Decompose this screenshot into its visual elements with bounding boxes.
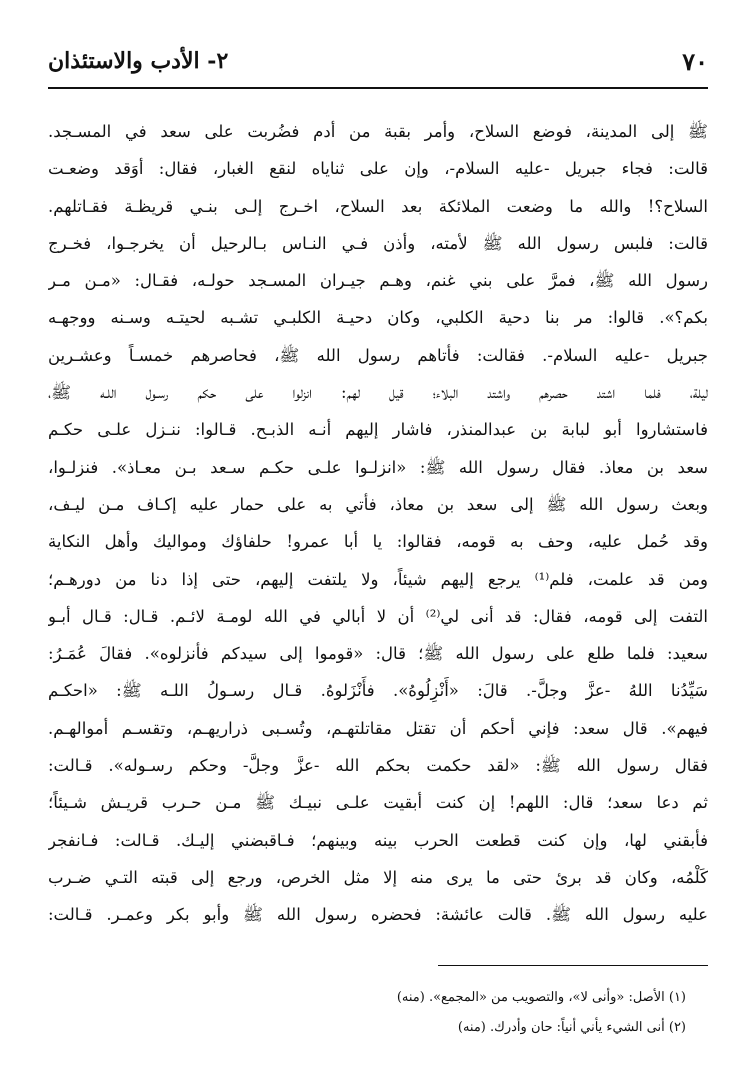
page-number: ٧٠ [682, 46, 708, 76]
text-line: فاستشاروا أبو لبابة بن عبدالمنذر، فاشار إليهم أنـه الذبـح. قـالوا: ننـزل علـى حكـم [48, 420, 708, 440]
text-line: السلاح؟! والله ما وضعت الملائكة بعد السلاح، اخـرج إلـى بنـي قريظـة فقـاتلهم. [48, 196, 708, 216]
body-text [48, 113, 708, 934]
text-line: بكم؟». قالوا: مر بنا دحية الكلبي، وكان دحيـة الكلبـي تشـبه لحيتـه وسـنه ووجهـه [48, 308, 708, 328]
text-line: ومن قد علمت، فلم⁽¹⁾ يرجع إليهم شيئاً، ولا يلتفت إليهم، حتى إذا دنا من دورهـم؛ [48, 569, 708, 589]
text-line: سَيِّدُنا اللهُ -عزَّ وجلَّ-. قالَ: «أَنْزِلُوهُ». فأَنْزَلوهُ. قـال رسـولُ اللـه ﷺ: «احكـم [48, 681, 708, 701]
text-line: فأبقني لها، وإن كنت قطعت الحرب بينه وبينهم؛ فـاقبضني إليـك. قـالت: فـانفجر [48, 830, 708, 850]
text-line: ﷺ إلى المدينة، فوضع السلاح، وأمر بقبة من أدم فضُربت على سعد في المسـجد. [48, 122, 708, 141]
text-line: ثم دعا سعد؛ قال: اللهم! إن كنت أبقيت علـى نبيـك ﷺ مـن حـرب قريـش شـيئاً؛ [48, 793, 708, 813]
text-line: التفت إلى قومه، فقال: قد أنى لي⁽²⁾ أن لا أبالي في الله لومـة لائـم. قـال: قـال أبـو [48, 606, 708, 626]
footnote-rule [438, 965, 708, 966]
text-line: وقد حُمل عليه، وحف به قومه، فقالوا: يا أبا عمرو! حلفاؤك ومواليك وأهل النكاية [48, 532, 708, 552]
text-line: قالت: فلبس رسول الله ﷺ لأمته، وأذن فـي النـاس بـالرحيل أن يخرجـوا، فخـرج [48, 233, 708, 253]
text-line: سعيد: فلما طلع على رسول الله ﷺ؛ قال: «قوموا إلى سيدكم فأنزلوه». فقالَ عُمَـرُ: [48, 644, 708, 664]
text-line: سعد بن معاذ. فقال رسول الله ﷺ: «انزلـوا علـى حكـم سـعد بـن معـاذ». فنزلـوا، [48, 457, 708, 477]
text-line: رسول الله ﷺ، فمرَّ على بني غنم، وهـم جيـران المسـجد حولـه، فقـال: «مـن مـر [48, 271, 708, 291]
text-line: جبريل -عليه السلام-. فقالت: فأتاهم رسول الله ﷺ، فحاصرهم خمسـاً وعشـرين [48, 345, 708, 365]
running-title: ٢- الأدب والاستئذان [48, 48, 229, 74]
footnotes [48, 983, 708, 1043]
footnote-2: (٢) أنى الشيء يأني أنياً: حان وأدرك. (منه) [457, 1020, 686, 1035]
text-line: فقال رسول الله ﷺ: «لقد حكمت بحكم الله -عزَّ وجلَّ- وحكم رسـوله». قـالت: [48, 756, 708, 776]
text-line: قالت: فجاء جبريل -عليه السلام-، وإن على ثناياه لنقع الغبار، فقال: أوَقد وضعـت [48, 159, 708, 179]
footnote-1: (١) الأصل: «وأنى لا»، والتصويب من «المجمع». (منه) [396, 990, 686, 1005]
text-line: فيهم». قال سعد: فإني أحكم أن تقتل مقاتلتهـم، وتُسـبى ذراريهـم، وتقسـم أموالهـم. [48, 718, 708, 738]
page-header [48, 40, 708, 82]
text-line: وبعث رسول الله ﷺ إلى سعد بن معاذ، فأتي به على حمار عليه إكـاف مـن ليـف، [48, 494, 708, 514]
header-rule [48, 87, 708, 89]
text-line: ليلة، فلما اشتد حصرهم واشتد البلاء؛ قيل لهم: انزلوا على حكم رسـول اللـه ﷺ، [48, 383, 708, 403]
text-line: كَلْمُه، وكان قد برئ حتى ما يرى منه إلا مثل الخرص، ورجع إلى قبته التـي ضـرب [48, 867, 708, 887]
text-line: عليه رسول الله ﷺ. قالت عائشة: فحضره رسول الله ﷺ وأبو بكر وعمـر. قـالت: [48, 905, 708, 925]
